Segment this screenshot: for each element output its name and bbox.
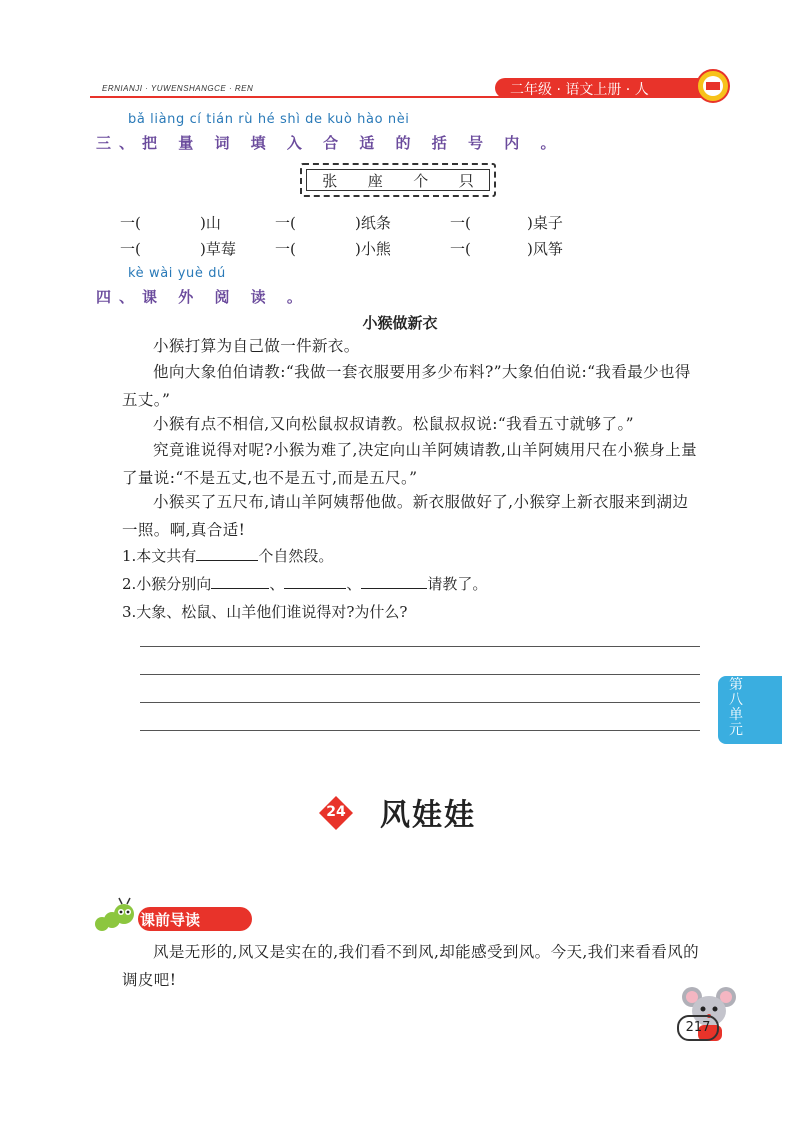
story-paragraph: 小猴买了五尺布,请山羊阿姨帮他做。新衣服做好了,小猴穿上新衣服来到湖边一照。啊,真合适!	[122, 493, 689, 539]
answer-blank[interactable]	[284, 574, 346, 589]
section4-title: 四、课 外 阅 读 。	[96, 288, 310, 306]
word-bank-item: 个	[413, 171, 429, 190]
fill-item-suffix: )风筝	[527, 240, 563, 258]
fill-item: 一(	[450, 240, 471, 258]
guide-label: 课前导读	[140, 911, 201, 929]
book-logo-icon	[694, 68, 732, 104]
answer-line[interactable]	[140, 730, 700, 731]
question-3: 3.大象、松鼠、山羊他们谁说得对?为什么?	[122, 603, 408, 621]
answer-line[interactable]	[140, 646, 700, 647]
story-paragraph: 小猴打算为自己做一件新衣。	[153, 337, 360, 355]
question-2: 2.小猴分别向 、 、 请教了。	[122, 575, 488, 593]
word-bank-box	[300, 163, 496, 197]
word-bank-item: 只	[458, 171, 474, 190]
lesson-title: 风娃娃	[380, 798, 476, 833]
header-title: 二年级 · 语文上册 · 人	[510, 82, 649, 98]
lesson-number: 24	[326, 804, 346, 820]
fill-item: 一(	[120, 240, 141, 258]
fill-item-suffix: )山	[200, 214, 221, 232]
section3-title: 三、把 量 词 填 入 合 适 的 括 号 内 。	[96, 134, 564, 152]
word-bank-item: 座	[367, 171, 383, 190]
answer-blank[interactable]	[361, 574, 427, 589]
fill-item: 一(	[275, 240, 296, 258]
story-paragraph: 他向大象伯伯请教:“我做一套衣服要用多少布料?”大象伯伯说:“我看最少也得五丈。”	[122, 363, 691, 409]
section3-pinyin: bǎ liàng cí tián rù hé shì de kuò hào nèi	[128, 112, 410, 127]
story-title: 小猴做新衣	[362, 314, 438, 332]
story-paragraph: 小猴有点不相信,又向松鼠叔叔请教。松鼠叔叔说:“我看五寸就够了。”	[153, 415, 634, 433]
story-paragraph: 究竟谁说得对呢?小猴为难了,决定向山羊阿姨请教,山羊阿姨用尺在小猴身上量了量说:“不是五丈,也不是五寸,而是五尺。”	[122, 441, 698, 487]
fill-item-suffix: )桌子	[527, 214, 563, 232]
fill-item: 一(	[275, 214, 296, 232]
word-bank-item: 张	[322, 171, 338, 190]
fill-item-suffix: )草莓	[200, 240, 236, 258]
page-number: 217	[677, 1015, 719, 1041]
unit-side-label: 第八单元	[729, 677, 743, 738]
header-pinyin-label: ERNIANJI · YUWENSHANGCE · REN	[102, 84, 254, 93]
answer-line[interactable]	[140, 702, 700, 703]
section4-pinyin: kè wài yuè dú	[128, 266, 226, 281]
question-1: 1.本文共有 个自然段。	[122, 547, 334, 565]
fill-item-suffix: )纸条	[355, 214, 391, 232]
fill-item-suffix: )小熊	[355, 240, 391, 258]
answer-line[interactable]	[140, 674, 700, 675]
fill-item: 一(	[450, 214, 471, 232]
lesson-intro: 风是无形的,风又是实在的,我们看不到风,却能感受到风。今天,我们来看看风的调皮吧!	[122, 943, 700, 989]
fill-item: 一(	[120, 214, 141, 232]
caterpillar-icon	[92, 896, 140, 936]
answer-blank[interactable]	[211, 574, 269, 589]
answer-blank[interactable]	[196, 546, 258, 561]
